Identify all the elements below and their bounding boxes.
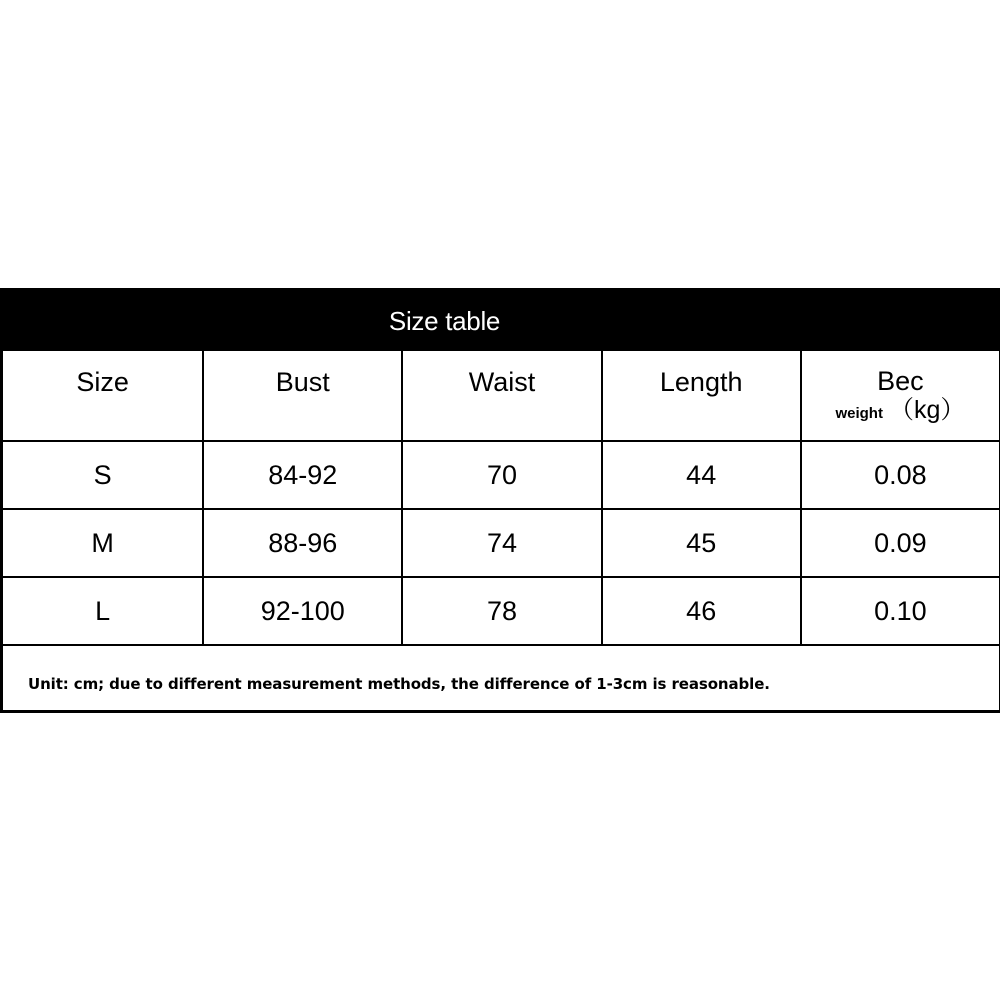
table-row <box>3 508 999 576</box>
table-row <box>3 576 999 644</box>
cell-size: S <box>93 459 112 490</box>
cell-length: 45 <box>601 510 800 576</box>
table-row <box>3 440 999 508</box>
header-weight-label: weight <box>835 405 883 423</box>
cell-weight: 0.09 <box>800 510 999 576</box>
table-note: Unit: cm; due to different measurement methods, the difference of 1-3cm is reasonable. <box>28 675 770 693</box>
cell-weight: 0.10 <box>800 578 999 644</box>
cell-waist: 74 <box>401 510 600 576</box>
cell-length: 44 <box>601 442 800 508</box>
header-waist: Waist <box>401 351 600 440</box>
table-header-row <box>3 351 999 440</box>
header-weight <box>800 351 999 440</box>
table-note-row <box>3 644 999 710</box>
size-table <box>0 288 1000 713</box>
cell-waist: 78 <box>401 578 600 644</box>
cell-bust: 84-92 <box>202 442 401 508</box>
cell-size: M <box>91 527 114 558</box>
header-weight-unit: （kg） <box>888 396 966 425</box>
cell-waist: 70 <box>401 442 600 508</box>
table-title: Size table <box>388 305 501 336</box>
table-title-bar <box>3 291 999 351</box>
cell-size: L <box>95 595 111 626</box>
header-weight-top: Bec <box>877 366 924 396</box>
cell-bust: 92-100 <box>202 578 401 644</box>
cell-length: 46 <box>601 578 800 644</box>
header-length: Length <box>601 351 800 440</box>
header-bust: Bust <box>202 351 401 440</box>
cell-bust: 88-96 <box>202 510 401 576</box>
header-size: Size <box>76 367 129 397</box>
cell-weight: 0.08 <box>800 442 999 508</box>
